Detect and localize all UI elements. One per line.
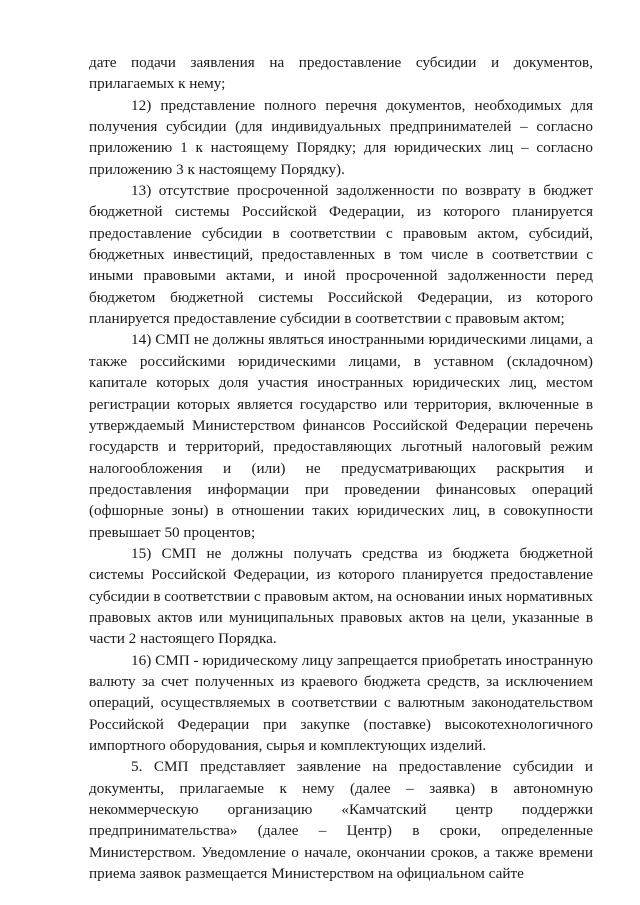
paragraph-item-12: 12) представление полного перечня документов, необходимых для получения субсидии (для индивидуальных предпринимателей – согласно приложению 1 к настоящему Порядку; для юридических лиц – согласно приложению 3 к настоящему Порядку). <box>89 96 593 178</box>
paragraph-item-14: 14) СМП не должны являться иностранными юридическими лицами, а также российскими юридическими лицами, в уставном (складочном) капитале которых доля участия иностранных юридических лиц, местом регистрации которых является государство или территория, включенные в утверждаемый Министерством финансов Российской Федерации перечень государств и территорий, предоставляющих льготный налоговый режим налогообложения и (или) не предусматривающих раскрытия и предоставления информации при проведении финансовых операций (офшорные зоны) в отношении таких юридических лиц, в совокупности превышает 50 процентов; <box>89 331 593 541</box>
paragraph-section-5: 5. СМП представляет заявление на предоставление субсидии и документы, прилагаемые к нему (далее – заявка) в автономную некоммерческую организацию «Камчатский центр поддержки предпринимательства» (далее – Центр) в сроки, определенные Министерством. Уведомление о начале, окончании сроков, а также времени приема заявок размещается Министерством на официальном сайте <box>89 758 593 883</box>
paragraph-continuation: дате подачи заявления на предоставление субсидии и документов, прилагаемых к нему; <box>89 54 593 93</box>
paragraph-item-16: 16) СМП - юридическому лицу запрещается приобретать иностранную валюту за счет полученных из краевого бюджета средств, за исключением операций, осуществляемых в соответствии с валютным законодательством Российской Федерации при закупке (поставке) высокотехнологичного импортного оборудования, сырья и комплектующих изделий. <box>89 651 593 754</box>
paragraph-item-15: 15) СМП не должны получать средства из бюджета бюджетной системы Российской Федерации, из которого планируется предоставление субсидии в соответствии с правовым актом, на основании иных нормативных правовых актов или муниципальных правовых актов на цели, указанные в части 2 настоящего Порядка. <box>89 544 593 648</box>
document-body <box>89 52 593 884</box>
paragraph-item-13: 13) отсутствие просроченной задолженности по возврату в бюджет бюджетной системы Российской Федерации, из которого планируется предоставление субсидии в соответствии с правовым актом, субсидий, бюджетных инвестиций, предоставленных в том числе в соответствии с иными правовыми актами, и иной просроченной задолженности перед бюджетом бюджетной системы Российской Федерации, из которого планируется предоставление субсидии в соответствии с правовым актом; <box>89 182 593 328</box>
